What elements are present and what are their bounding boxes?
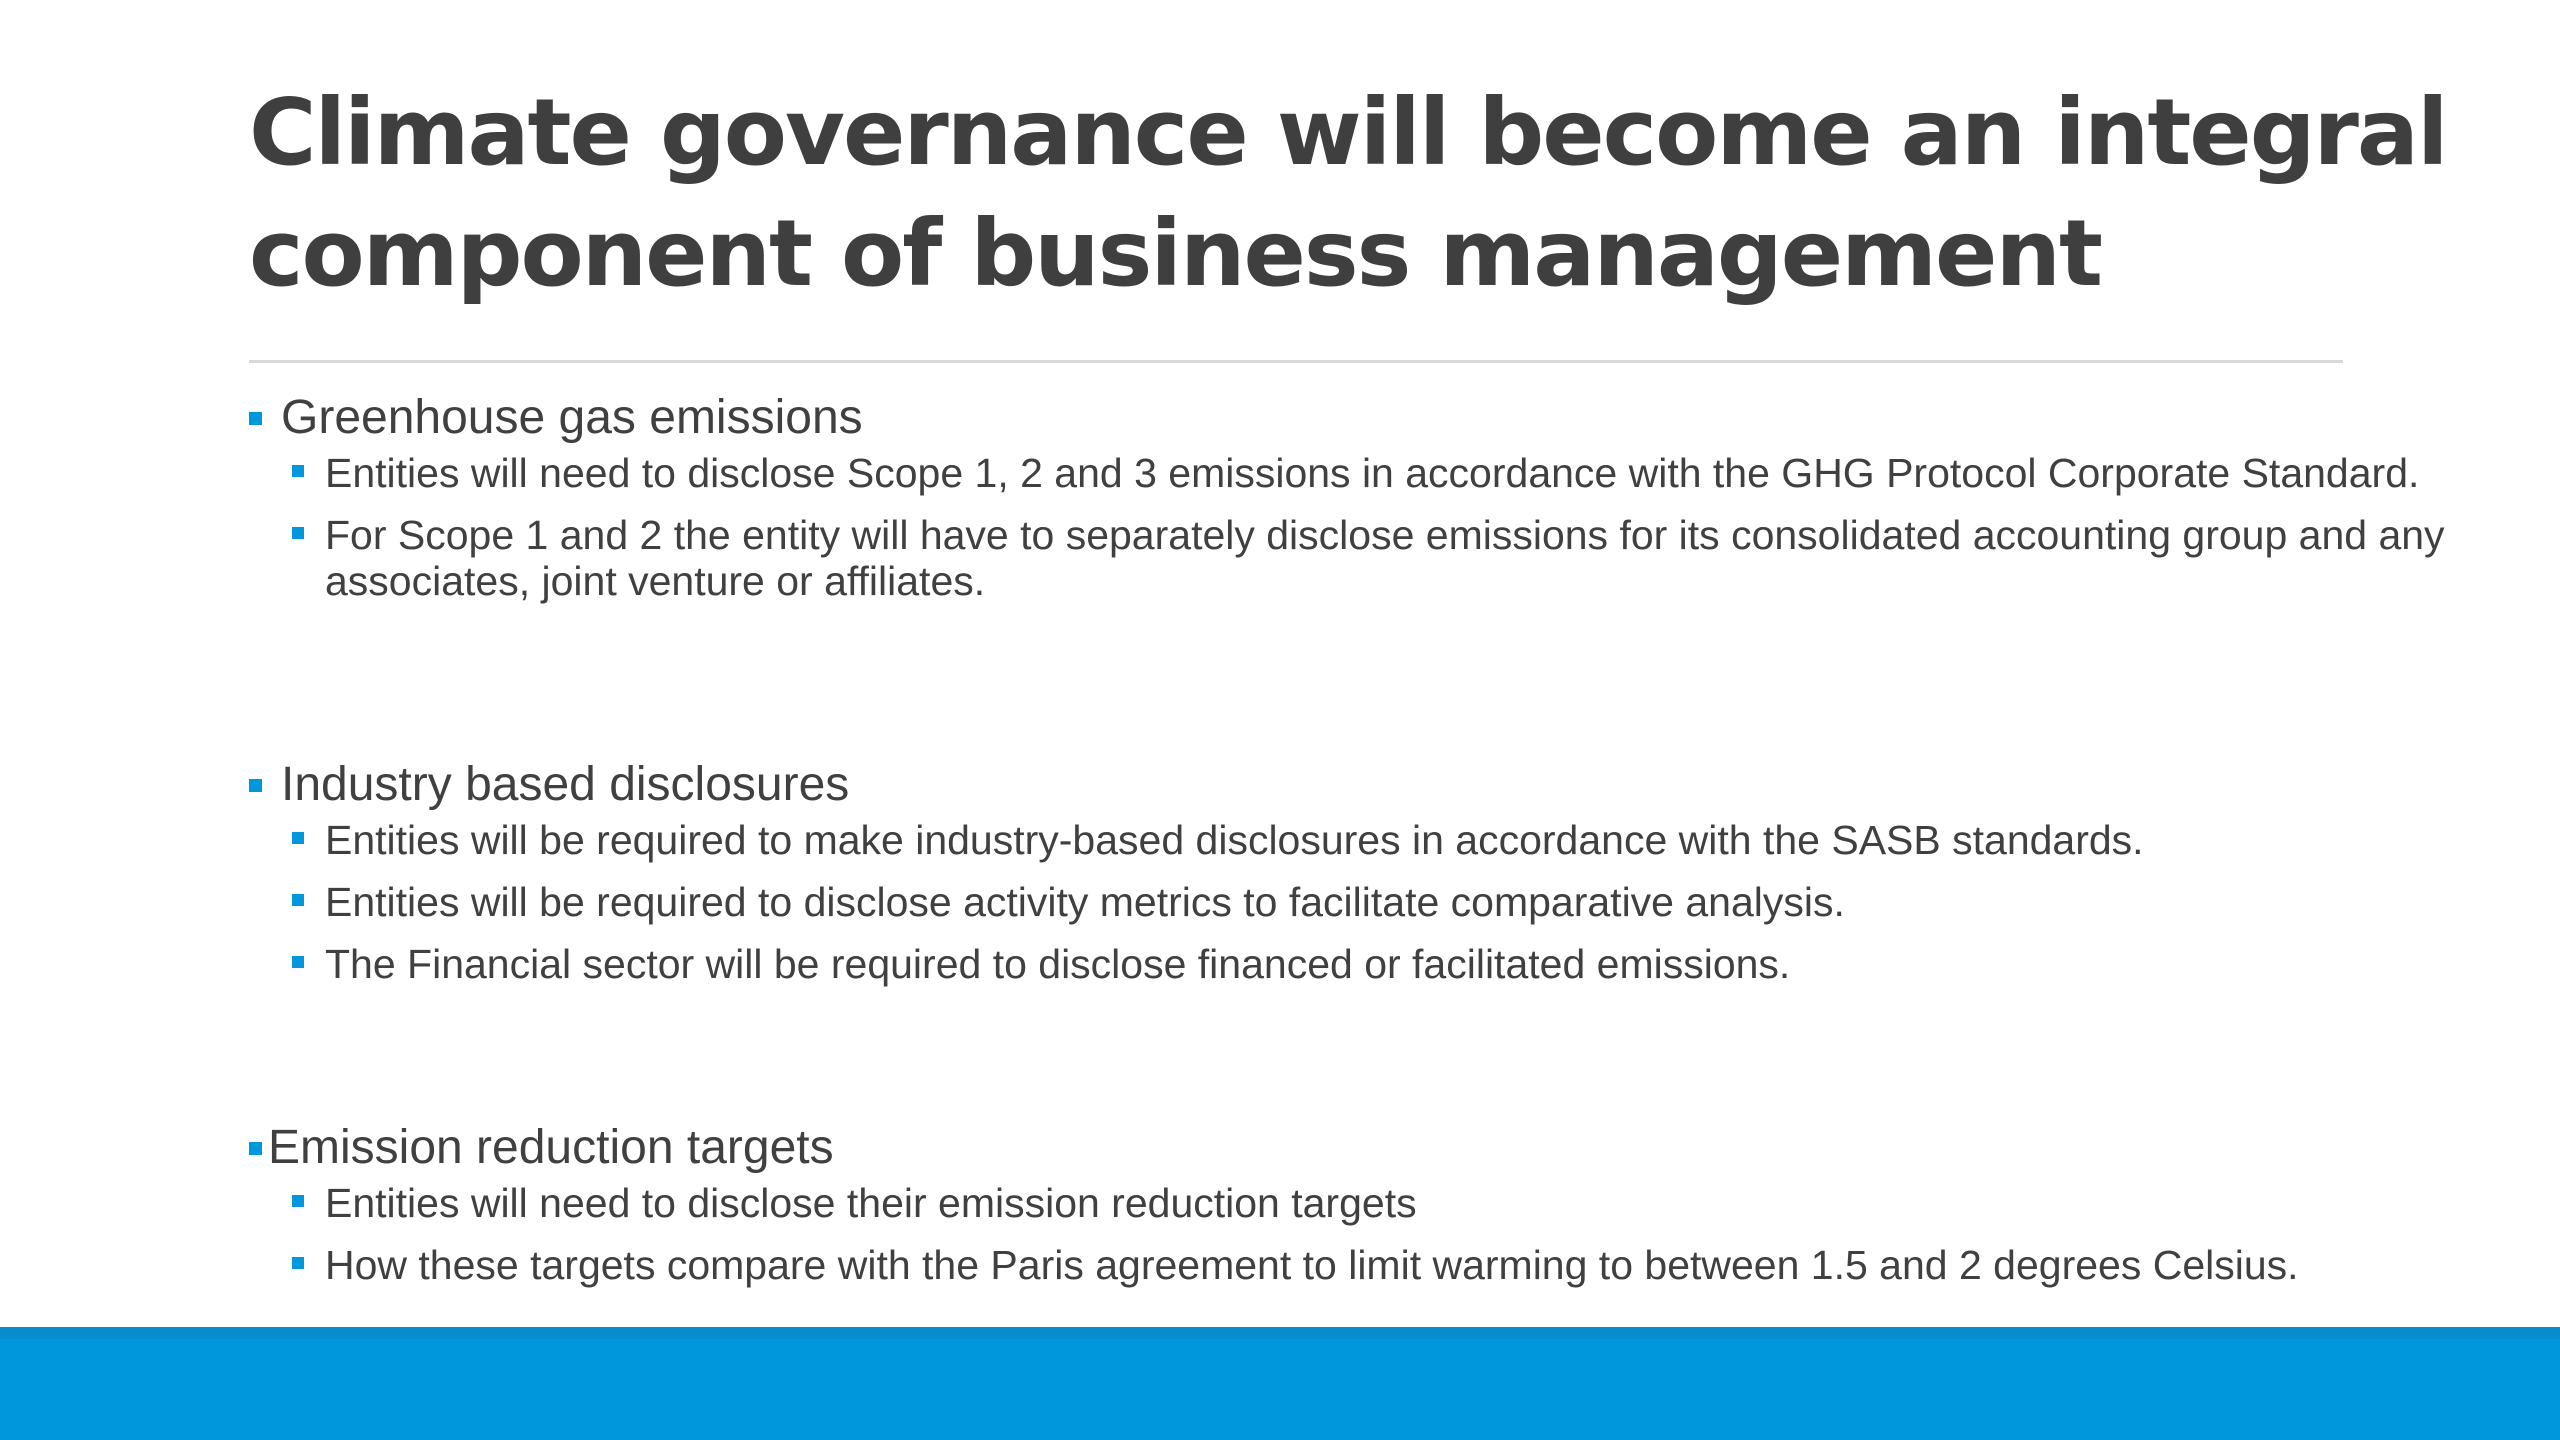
list-item <box>325 450 2505 496</box>
bullet-list <box>0 450 2560 604</box>
list-item <box>325 512 2505 604</box>
list-item-text: For Scope 1 and 2 the entity will have to separately disclose emissions for its consolidated accounting group and any associates, joint venture or affiliates. <box>325 512 2445 604</box>
square-bullet-icon <box>292 832 304 844</box>
square-bullet-icon <box>292 1257 304 1269</box>
list-item-text: How these targets compare with the Paris agreement to limit warming to between 1.5 and 2 degrees Celsius. <box>325 1242 2299 1288</box>
section-heading <box>268 1118 2560 1178</box>
square-bullet-icon <box>292 894 304 906</box>
bullet-list <box>0 1180 2560 1288</box>
bullet-list <box>0 817 2560 987</box>
section-heading-text: Industry based disclosures <box>281 758 850 811</box>
footer-bar <box>0 1327 2560 1440</box>
square-bullet-icon <box>292 465 304 477</box>
slide-title-line-2: component of business management <box>249 200 2101 307</box>
list-item <box>325 817 2505 863</box>
list-item <box>325 1180 2505 1226</box>
section-heading <box>281 755 2560 815</box>
square-bullet-icon <box>292 1195 304 1207</box>
section-industry-based-disclosures <box>0 755 2560 987</box>
list-item-text: Entities will need to disclose their emission reduction targets <box>325 1180 1417 1226</box>
square-bullet-icon <box>249 412 262 425</box>
list-item <box>325 1242 2505 1288</box>
list-item-text: The Financial sector will be required to disclose financed or facilitated emissions. <box>325 941 1791 987</box>
section-greenhouse-gas-emissions <box>0 388 2560 604</box>
section-heading <box>281 388 2560 448</box>
list-item <box>325 941 2505 987</box>
square-bullet-icon <box>292 956 304 968</box>
list-item-text: Entities will be required to make industry-based disclosures in accordance with the SASB standards. <box>325 817 2144 863</box>
list-item-text: Entities will need to disclose Scope 1, 2 and 3 emissions in accordance with the GHG Protocol Corporate Standard. <box>325 450 2420 496</box>
square-bullet-icon <box>292 527 304 539</box>
footer-bar-shade <box>0 1327 2560 1339</box>
list-item <box>325 879 2505 925</box>
square-bullet-icon <box>249 779 262 792</box>
square-bullet-icon <box>249 1142 262 1155</box>
slide-title-line-1: Climate governance will become an integral <box>249 79 2447 186</box>
section-heading-text: Greenhouse gas emissions <box>281 391 863 444</box>
list-item-text: Entities will be required to disclose activity metrics to facilitate comparative analysis. <box>325 879 1845 925</box>
section-emission-reduction-targets <box>0 1118 2560 1288</box>
section-heading-text: Emission reduction targets <box>268 1121 834 1174</box>
